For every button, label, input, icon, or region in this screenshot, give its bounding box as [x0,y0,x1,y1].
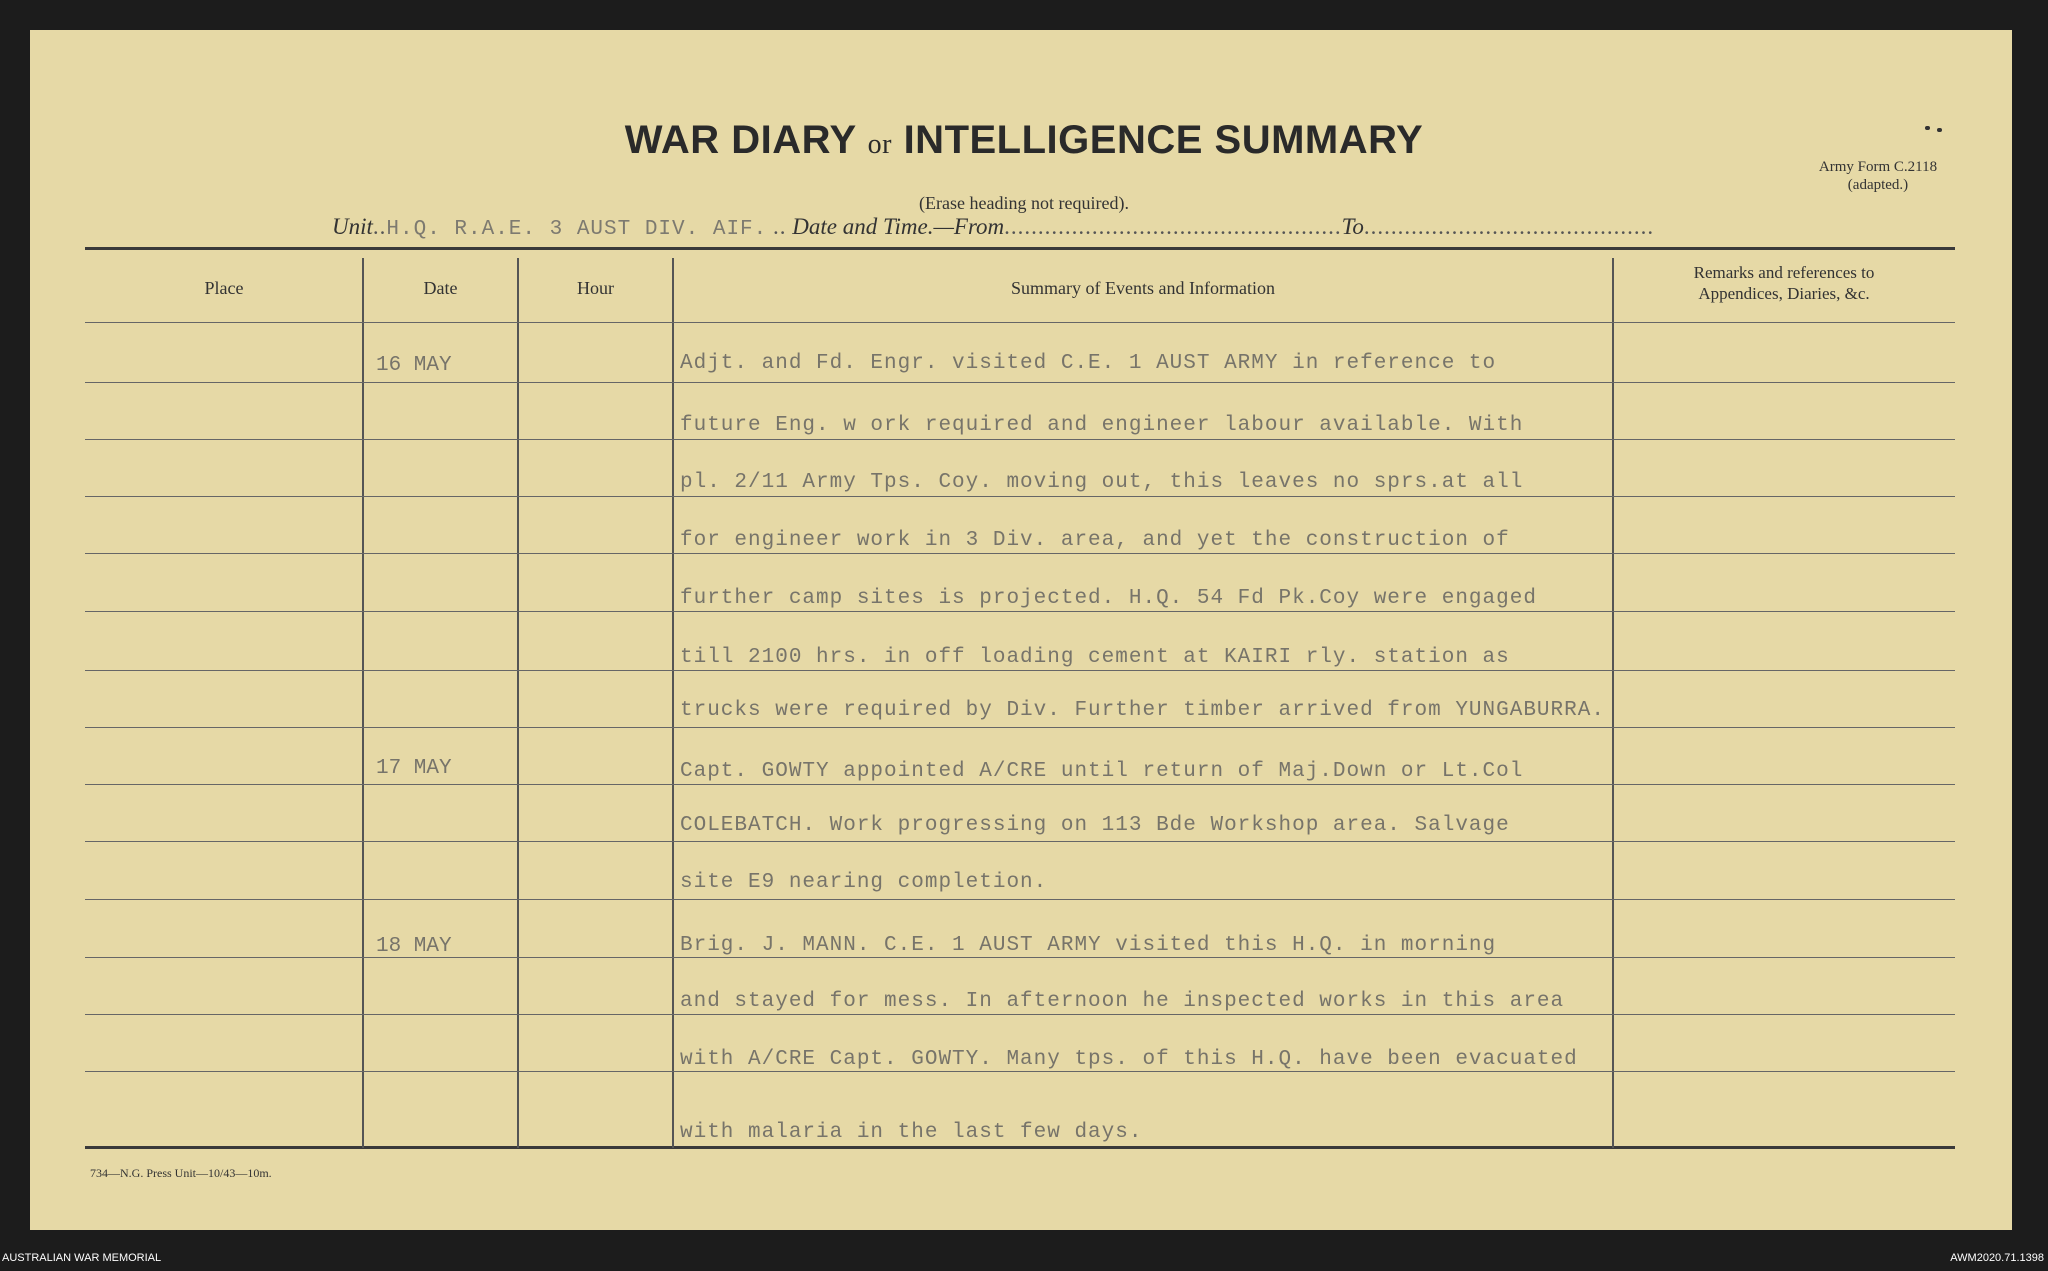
header-summary: Summary of Events and Information [1011,278,1275,298]
ruled-line [85,322,1955,323]
ruled-line [85,382,1955,383]
header-remarks [1613,262,1955,304]
ruled-line [85,899,1955,900]
entry-date: 17 MAY [376,757,452,780]
summary-line: trucks were required by Div. Further timber arrived from YUNGABURRA. [680,699,1605,722]
summary-line: COLEBATCH. Work progressing on 113 Bde Workshop area. Salvage [680,814,1510,837]
header-hour: Hour [577,278,614,298]
date-time-label: Date and Time.—From [792,214,1005,239]
ruled-line [85,439,1955,440]
printer-imprint: 734—N.G. Press Unit—10/43—10m. [90,1166,272,1180]
header-place: Place [204,278,244,298]
summary-line: for engineer work in 3 Div. area, and yet the construction of [680,529,1510,552]
summary-line: site E9 nearing completion. [680,871,1048,894]
entry-date: 16 MAY [376,354,452,377]
ruled-line [85,611,1955,612]
unit-label: Unit [332,214,373,239]
ruled-line [85,1014,1955,1015]
title-war-diary: WAR DIARY [624,118,856,162]
army-form-line2: (adapted.) [1847,177,1909,193]
summary-line: further camp sites is projected. H.Q. 54 Fd Pk.Coy were engaged [680,587,1537,610]
summary-line: with A/CRE Capt. GOWTY. Many tps. of this H.Q. have been evacuated [680,1048,1578,1071]
ink-mark [1925,126,1930,130]
summary-line: till 2100 hrs. in off loading cement at KAIRI rly. station as [680,646,1510,669]
summary-line: Capt. GOWTY appointed A/CRE until return of Maj.Down or Lt.Col [680,760,1524,783]
ruled-line [85,727,1955,728]
form-title [0,118,2048,163]
header-date: Date [423,278,458,298]
header-remarks-line1: Remarks and references to [1693,263,1875,282]
entry-date: 18 MAY [376,935,452,958]
ruled-line [85,553,1955,554]
unit-line: Unit..H.Q. R.A.E. 3 AUST DIV. AIF. .. Date and Time.—From..................................................To........................................... [332,214,1655,241]
summary-line: pl. 2/11 Army Tps. Coy. moving out, this leaves no sprs.at all [680,471,1524,494]
title-or: or [867,129,892,160]
summary-line: future Eng. w ork required and engineer labour available. With [680,414,1524,437]
archive-caption: AUSTRALIAN WAR MEMORIAL [2,1252,162,1264]
to-label: To [1341,214,1364,239]
table-bottom-rule [85,1146,1955,1149]
ruled-line [85,841,1955,842]
ruled-line [85,670,1955,671]
army-form-number [1798,158,1958,194]
ruled-line [85,784,1955,785]
army-form-line1: Army Form C.2118 [1818,159,1938,175]
summary-line: and stayed for mess. In afternoon he inspected works in this area [680,990,1565,1013]
summary-line: with malaria in the last few days. [680,1121,1143,1144]
ruled-line [85,1071,1955,1072]
title-intelligence-summary: INTELLIGENCE SUMMARY [903,118,1424,162]
ruled-line [85,496,1955,497]
form-subtitle: (Erase heading not required). [919,193,1129,213]
summary-line: Adjt. and Fd. Engr. visited C.E. 1 AUST ARMY in reference to [680,352,1497,375]
summary-line: Brig. J. MANN. C.E. 1 AUST ARMY visited this H.Q. in morning [680,934,1497,957]
header-remarks-line2: Appendices, Diaries, &c. [1698,284,1870,303]
ink-mark [1937,128,1942,132]
header-top-rule [85,247,1955,250]
unit-value: H.Q. R.A.E. 3 AUST DIV. AIF. [386,218,768,241]
ruled-line [85,957,1955,958]
accession-number: AWM2020.71.1398 [1950,1252,2044,1264]
